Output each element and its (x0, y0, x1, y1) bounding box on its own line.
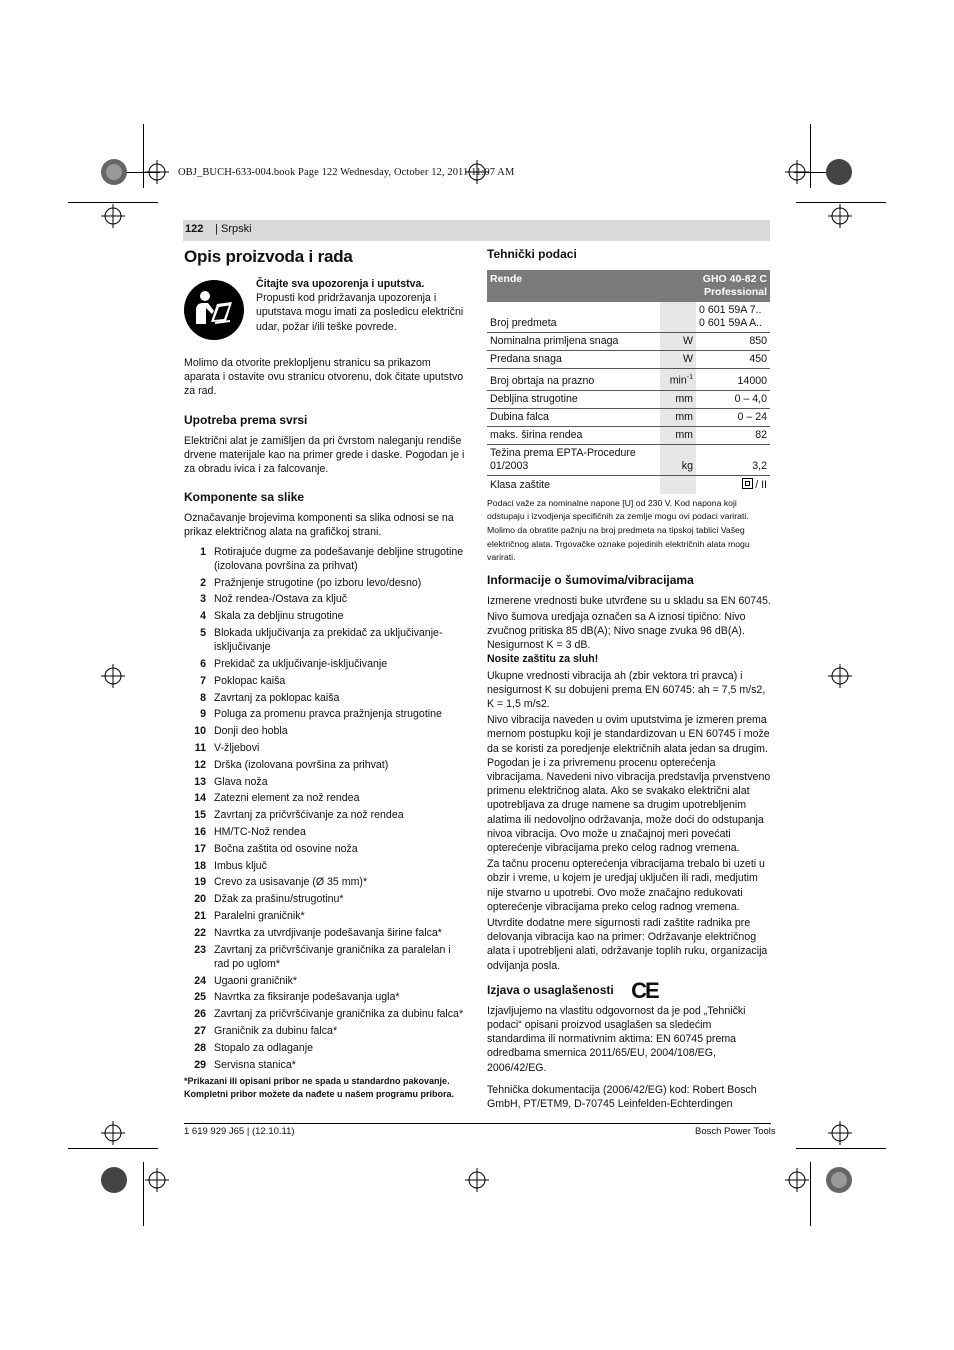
protection-class-value: / II (755, 478, 767, 491)
component-number: 24 (194, 974, 206, 987)
component-item (184, 1041, 466, 1055)
double-insulation-icon (742, 478, 753, 489)
tech-row-value (696, 475, 770, 494)
component-item (184, 707, 466, 721)
footnote (184, 1075, 466, 1101)
warning-block (184, 277, 466, 340)
component-text: Poluga za promenu pravca pražnjenja strugotine (214, 708, 442, 721)
component-text: Graničnik za dubinu falca* (214, 1024, 338, 1037)
warning-body: Propusti kod pridržavanja upozorenja i uputstava mogu imati za posledicu električni udar, požar i/ili teške povrede. (256, 292, 464, 333)
component-number: 23 (194, 943, 206, 956)
component-number: 27 (194, 1024, 206, 1037)
component-number: 26 (194, 1008, 206, 1021)
tech-note-2: Molimo da obratite pažnju na broj predmeta na tipskoj tablici Vašeg električnog alata. Trgovačke oznake pojedinih električnih alata mogu varirati. (487, 525, 750, 563)
component-item (184, 609, 466, 623)
component-item (184, 724, 466, 738)
warning-bold: Čitajte sva upozorenja i uputstva. (256, 278, 425, 290)
component-item (184, 576, 466, 590)
read-manual-icon (184, 280, 244, 340)
component-item (184, 691, 466, 705)
ce-mark-icon: CE (631, 977, 658, 1003)
noise-warning: Nosite zaštitu za sluh! (487, 653, 599, 666)
component-item (184, 926, 466, 940)
tech-row-label: Nominalna primljena snaga (487, 333, 660, 351)
tech-table-row (487, 390, 770, 408)
component-text: HM/TC-Nož rendea (214, 825, 306, 838)
tech-row-unit (660, 475, 696, 494)
component-text: Navrtka za utvrdjivanje podešavanja širine falca* (214, 926, 442, 939)
section-title: Opis proizvoda i rada (184, 247, 353, 266)
tech-table-row (487, 475, 770, 494)
component-number: 12 (194, 758, 206, 771)
component-item (184, 842, 466, 856)
component-item (184, 626, 466, 654)
tech-table-row (487, 444, 770, 475)
component-number: 6 (200, 658, 206, 671)
conformity-heading-text: Izjava o usaglašenosti (487, 982, 614, 997)
tech-row-value: 3,2 (696, 444, 770, 475)
component-item (184, 1024, 466, 1038)
noise-p2: Nivo šumova uredjaja označen sa A iznosi tipično: Nivo zvučnog pritiska 85 dB(A); Nivo snage zvuka 96 dB(A). Nesigurnost K = 3 dB. (487, 610, 746, 652)
component-text: Zatezni element za nož rendea (214, 792, 360, 805)
component-text: V-žljebovi (214, 742, 260, 754)
component-text: Crevo za usisavanje (Ø 35 mm)* (214, 876, 368, 889)
intro-text: Molimo da otvorite preklopljenu stranicu sa prikazom aparata i ostavite ovu stranicu otvorenu, dok čitate uputstvo za rad. (184, 357, 464, 398)
component-item (184, 1007, 466, 1021)
component-text: Blokada uključivanja za prekidač za uključivanje-isključivanje (214, 627, 443, 654)
tech-table-row (487, 426, 770, 444)
model-name: GHO 40-82 C (702, 273, 767, 285)
component-item (184, 825, 466, 839)
tech-note-1: Podaci važe za nominalne napone [U] od 230 V. Kod napona koji odstupaju i izvodjenja specifičnih za zemlje mogu ovi podaci varirati. (487, 497, 749, 521)
component-number: 9 (200, 708, 206, 721)
tech-table (487, 270, 770, 494)
tech-row-label: Predana snaga (487, 351, 660, 369)
usage-heading: Upotreba prema svrsi (184, 412, 308, 427)
tech-row-unit: mm (660, 426, 696, 444)
components-heading: Komponente sa slike (184, 490, 305, 505)
component-text: Pražnjenje strugotine (po izboru levo/desno) (214, 576, 422, 589)
tech-row-label: Broj obrtaja na prazno (487, 369, 660, 391)
tech-table-header-left: Rende (487, 270, 660, 302)
component-number: 21 (194, 909, 206, 922)
component-number: 11 (194, 742, 206, 754)
usage-text: Električni alat je zamišljen da pri čvrstom naleganju rendiše drvene materijale kao na primer grede i daske. Pogodan je i za obradu ivica i za falcovanje. (184, 434, 465, 476)
tech-row-unit: mm (660, 390, 696, 408)
component-item (184, 545, 466, 573)
print-header: OBJ_BUCH-633-004.book Page 122 Wednesday, October 12, 2011 11:07 AM (178, 167, 515, 178)
component-text: Stopalo za odlaganje (214, 1041, 313, 1054)
component-number: 2 (200, 576, 206, 589)
component-number: 3 (200, 593, 206, 606)
tech-row-label: Dubina falca (487, 408, 660, 426)
component-text: Prekidač za uključivanje-isključivanje (214, 658, 388, 671)
component-number: 15 (194, 809, 206, 822)
component-item (184, 943, 466, 971)
tech-table-row (487, 333, 770, 351)
component-number: 13 (194, 775, 206, 788)
tech-row-value: 0 – 24 (696, 408, 770, 426)
component-number: 20 (194, 893, 206, 906)
conformity-p1: Izjavljujemo na vlastitu odgovornost da je pod „Tehnički podaci“ opisani proizvod usaglašen sa sledećim standardima ili normativnim aktima: EN 60745 prema odredbama smernica 2011/65/EU, 2004/108/EG, 2006/42/EG. (487, 1004, 746, 1074)
component-text: Nož rendea-/Ostava za ključ (214, 593, 348, 606)
component-number: 1 (200, 545, 206, 558)
component-item (184, 990, 466, 1004)
footer-rule (184, 1123, 771, 1124)
component-number: 8 (200, 691, 206, 704)
component-item (184, 1058, 466, 1072)
page-number: 122 (185, 223, 204, 235)
component-item (184, 741, 466, 755)
tech-row-unit: kg (660, 444, 696, 475)
component-item (184, 859, 466, 873)
component-text: Džak za prašinu/strugotinu* (214, 893, 344, 906)
component-text: Navrtka za fiksiranje podešavanja ugla* (214, 991, 400, 1004)
component-number: 28 (194, 1041, 206, 1054)
tech-table-header-right (696, 270, 770, 302)
tech-row-label: Debljina strugotine (487, 390, 660, 408)
component-number: 14 (194, 792, 206, 805)
component-text: Glava noža (214, 775, 268, 788)
footer-brand: Bosch Power Tools (695, 1126, 776, 1137)
component-number: 18 (194, 859, 206, 872)
tech-row-value: 82 (696, 426, 770, 444)
footer-doc-number: 1 619 929 J65 | (12.10.11) (184, 1126, 295, 1137)
component-number: 5 (200, 627, 206, 640)
tech-heading: Tehnički podaci (487, 247, 577, 261)
component-text: Skala za debljinu strugotine (214, 610, 344, 623)
tech-table-row (487, 408, 770, 426)
component-number: 16 (194, 825, 206, 838)
tech-row-label: Težina prema EPTA-Procedure 01/2003 (487, 444, 660, 475)
vibration-p1: Ukupne vrednosti vibracija ah (zbir vektora tri pravca) i nesigurnost K su dobujeni prema EN 60745: ah = 7,5 m/s2, K = 1,5 m/s2. (487, 669, 766, 710)
component-text: Zavrtanj za pričvršćivanje za nož rendea (214, 809, 404, 822)
vibration-p4: Utvrdite dodatne mere sigurnosti radi zaštite radnika pre delovanja vibracija kao na primer: Održavanje električnog alata i upotrebljeni alati, održavanje toplih ruku, organizacija odvijanja posla. (487, 917, 768, 972)
tech-row-unit: $\min^{-1}$ (660, 369, 696, 391)
component-number: 29 (194, 1058, 206, 1071)
footnote-line-1: *Prikazani ili opisani pribor ne spada u standardno pakovanje. (184, 1075, 450, 1086)
component-text: Drška (izolovana površina za prihvat) (214, 758, 389, 771)
component-item (184, 974, 466, 988)
tech-row-value: 850 (696, 333, 770, 351)
component-number: 22 (194, 926, 206, 939)
component-item (184, 875, 466, 889)
page-header-bar (183, 220, 770, 241)
warning-text (256, 277, 466, 340)
tech-table-row (487, 369, 770, 391)
component-item (184, 892, 466, 906)
noise-heading: Informacije o šumovima/vibracijama (487, 572, 694, 587)
component-number: 4 (200, 610, 206, 623)
tech-row-label: Broj predmeta (487, 302, 660, 333)
tech-row-value: 450 (696, 351, 770, 369)
component-number: 19 (194, 876, 206, 889)
conformity-heading (487, 977, 771, 1003)
tech-row-unit: W (660, 333, 696, 351)
tech-table-header (487, 270, 770, 302)
component-item (184, 758, 466, 772)
model-line: Professional (703, 286, 767, 298)
tech-row-unit (660, 302, 696, 333)
tech-row-value: 14000 (696, 369, 770, 391)
tech-row-unit: mm (660, 408, 696, 426)
component-item (184, 674, 466, 688)
component-number: 25 (194, 991, 206, 1004)
component-item (184, 775, 466, 789)
header-separator: | (215, 223, 218, 235)
component-text: Bočna zaštita od osovine noža (214, 842, 358, 855)
component-item (184, 808, 466, 822)
tech-row-label: maks. širina rendea (487, 426, 660, 444)
tech-table-row (487, 302, 770, 333)
components-intro: Označavanje brojevima komponenti sa slika odnosi se na prikaz električnog alata na grafičkoj strani. (184, 512, 454, 539)
component-number: 10 (194, 725, 206, 738)
component-text: Imbus ključ (214, 859, 267, 872)
component-text: Zavrtanj za poklopac kaiša (214, 691, 340, 704)
conformity-p2: Tehnička dokumentacija (2006/42/EG) kod: Robert Bosch GmbH, PT/ETM9, D-70745 Leinfelden-Echterdingen (487, 1083, 757, 1111)
tech-row-value: 0 – 4,0 (696, 390, 770, 408)
footnote-line-2: Kompletni pribor možete da nađete u našem programu pribora. (184, 1088, 455, 1099)
vibration-p2: Nivo vibracija naveden u ovim uputstvima je izmeren prema mernom postupku koji je standardizovan u EN 60745 i može da se koristi za poredjenje električnih alata jedan sa drugim. Pogodan je i za privremenu procenu opterećenja vibracijama. Navedeni nivo vibracija predstavlja prvenstveno primenu električnog alata. Ako se svakako električni alat upotrebljava za druge namene sa drugim upotrebljenim alatima ili nedovoljno održavanja, može doći do odstupanja nivoa vibracija. Ovo može u značajnoj meri povećati opterećenje vibracijama preko celog radnog vremena. (487, 714, 771, 855)
tech-row-unit: W (660, 351, 696, 369)
tech-row-value: 0 601 59A 7.. 0 601 59A A.. (696, 302, 770, 333)
component-item (184, 909, 466, 923)
component-text: Zavrtanj za pričvršćivanje graničnika za dubinu falca* (214, 1008, 464, 1021)
component-text: Paralelni graničnik* (214, 909, 305, 922)
component-text: Donji deo hobla (214, 725, 288, 738)
components-list (184, 545, 466, 1072)
right-column (487, 247, 771, 1117)
component-item (184, 657, 466, 671)
noise-p1: Izmerene vrednosti buke utvrđene su u skladu sa EN 60745. (487, 594, 771, 607)
vibration-p3: Za tačnu procenu opterećenja vibracijama trebalo bi uzeti u obzir i vreme, u kojem je uredjaj uključen ili radi, medjutim nije stvarno u upotrebi. Ovo može značajno redukovati opterećenje vibracijama preko celog radnog vremena. (487, 858, 765, 913)
component-text: Ugaoni graničnik* (214, 974, 298, 987)
component-item (184, 592, 466, 606)
component-text: Zavrtanj za pričvršćivanje graničnika za paralelan i rad po uglom* (214, 943, 451, 970)
page-language: Srpski (221, 223, 252, 235)
component-number: 7 (200, 674, 206, 687)
tech-table-row (487, 351, 770, 369)
left-column (184, 247, 466, 1101)
tech-row-label: Klasa zaštite (490, 478, 551, 491)
component-text: Servisna stanica* (214, 1058, 296, 1071)
component-item (184, 791, 466, 805)
component-text: Rotirajuće dugme za podešavanje debljine strugotine (izolovana površina za prihvat) (214, 545, 464, 572)
component-text: Poklopac kaiša (214, 674, 286, 687)
component-number: 17 (194, 842, 206, 855)
